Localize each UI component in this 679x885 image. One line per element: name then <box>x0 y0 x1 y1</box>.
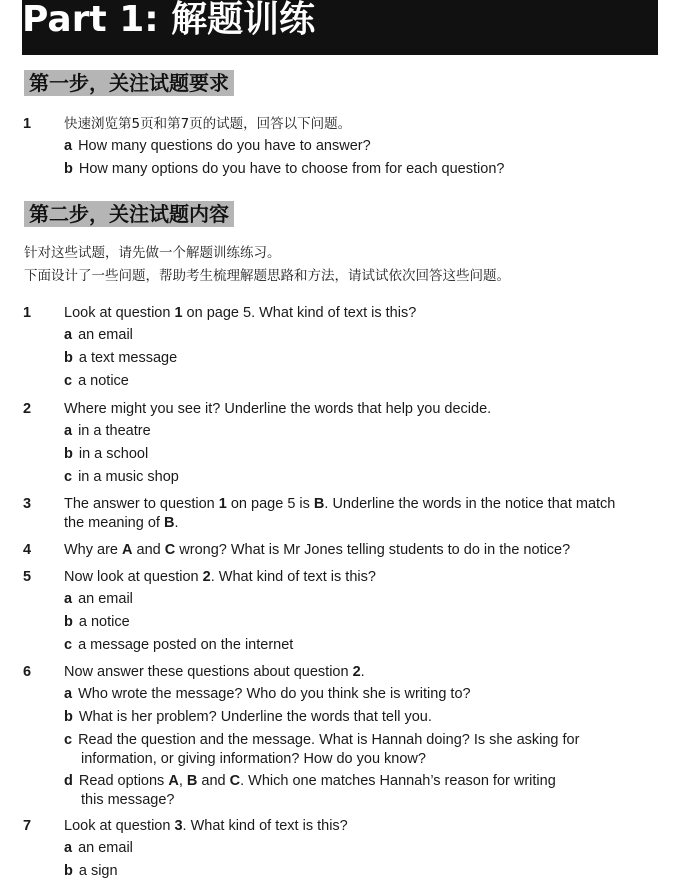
step1-option-a: a How many questions do you have to answer? <box>64 138 371 154</box>
q1-option-b: b a text message <box>64 350 178 366</box>
q5-option-b: b a notice <box>64 614 130 630</box>
q6-option-d-line1: d Read options A, B and C. Which one matches Hannah’s reason for writing <box>64 773 556 789</box>
q6-option-c-line1: c Read the question and the message. What is Hannah doing? Is she asking for <box>64 732 580 748</box>
step2-heading: 第二步，关注试题内容 <box>24 201 234 227</box>
q1-number: 1 <box>23 305 32 321</box>
q2-option-b: b in a school <box>64 446 149 462</box>
step1-heading: 第一步，关注试题要求 <box>24 70 234 96</box>
q3-text-line2: the meaning of B. <box>64 515 179 531</box>
q5-option-a: a an email <box>64 591 133 607</box>
page-title: Part 1: 解题训练 <box>22 0 316 40</box>
step1-question-text: 快速浏览第5页和第7页的试题，回答以下问题。 <box>64 116 352 132</box>
q2-number: 2 <box>23 401 32 417</box>
q7-number: 7 <box>23 818 32 834</box>
q2-text: Where might you see it? Underline the words that help you decide. <box>64 401 492 417</box>
q1-option-a: a an email <box>64 327 133 343</box>
q4-text: Why are A and C wrong? What is Mr Jones telling students to do in the notice? <box>64 542 571 558</box>
step1-option-b: b How many options do you have to choose from for each question? <box>64 161 505 177</box>
q5-option-c: c a message posted on the internet <box>64 637 294 653</box>
q7-option-a: a an email <box>64 840 133 856</box>
q6-option-c-line2: information, or giving information? How do you know? <box>81 751 426 767</box>
q3-text-line1: The answer to question 1 on page 5 is B. Underline the words in the notice that match <box>64 496 616 512</box>
q6-option-b: b What is her problem? Underline the words that tell you. <box>64 709 432 725</box>
q1-text: Look at question 1 on page 5. What kind of text is this? <box>64 305 417 321</box>
q7-text: Look at question 3. What kind of text is this? <box>64 818 348 834</box>
q5-text: Now look at question 2. What kind of text is this? <box>64 569 376 585</box>
q5-number: 5 <box>23 569 32 585</box>
q7-option-b: b a sign <box>64 863 118 879</box>
q6-option-d-line2: this message? <box>81 792 175 808</box>
q1-option-c: c a notice <box>64 373 129 389</box>
q2-option-c: c in a music shop <box>64 469 179 485</box>
q6-text: Now answer these questions about question 2. <box>64 664 365 680</box>
q3-number: 3 <box>23 496 32 512</box>
step1-question-number: 1 <box>23 116 32 132</box>
q4-number: 4 <box>23 542 32 558</box>
q2-option-a: a in a theatre <box>64 423 151 439</box>
q6-option-a: a Who wrote the message? Who do you think she is writing to? <box>64 686 471 702</box>
step2-intro-line2: 下面设计了一些问题，帮助考生梳理解题思路和方法，请试试依次回答这些问题。 <box>24 268 510 284</box>
step2-intro-line1: 针对这些试题，请先做一个解题训练练习。 <box>24 245 281 261</box>
q6-number: 6 <box>23 664 32 680</box>
